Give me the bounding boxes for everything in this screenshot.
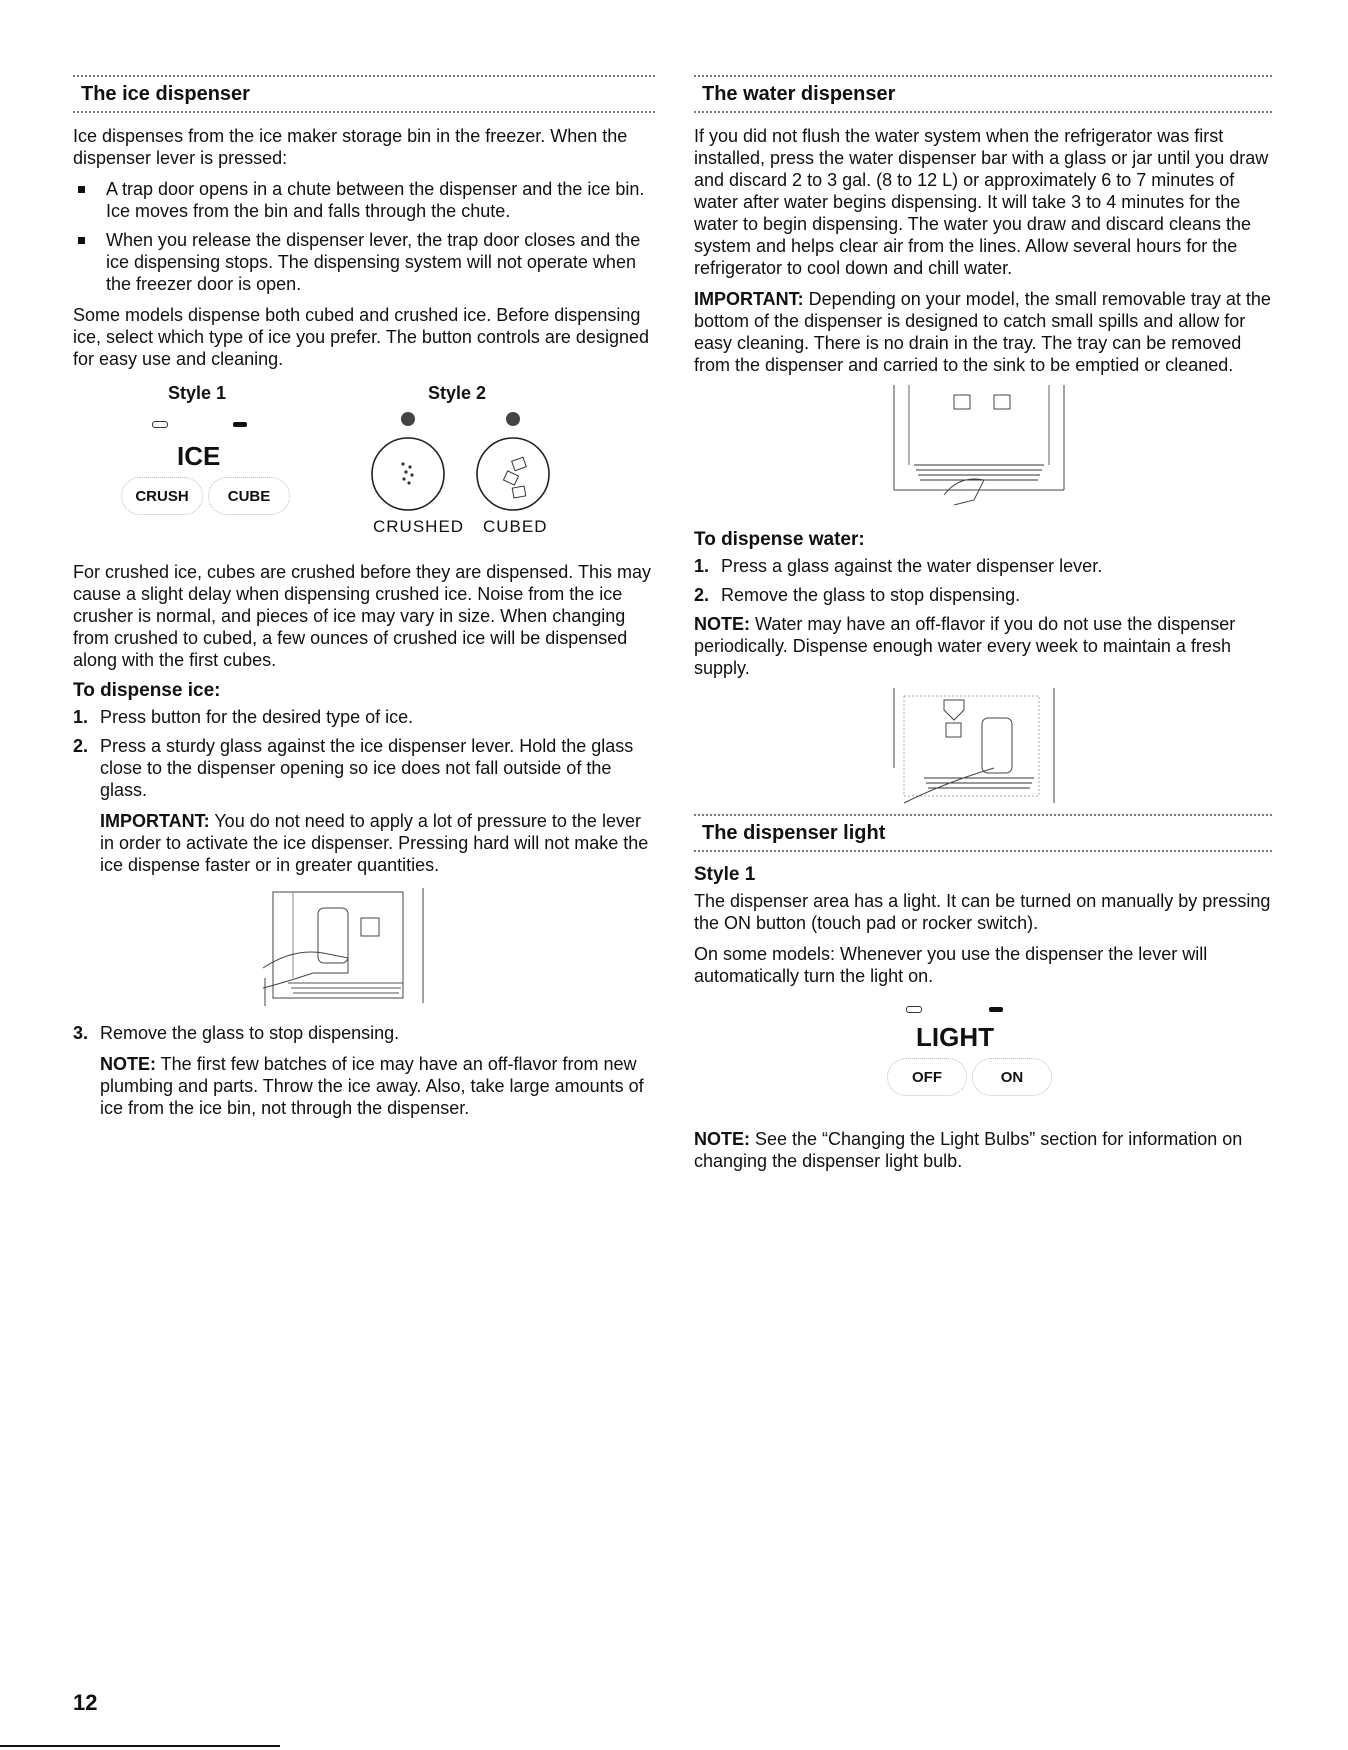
cube-label: CUBE: [227, 487, 271, 505]
ice-important-note: IMPORTANT: You do not need to apply a lot of pressure to the lever in order to activate the ice dispenser. Pressing hard will not make the ice dispense faster or in greater quantities.: [100, 811, 649, 875]
ice-label: ICE: [177, 441, 221, 471]
dispense-water-heading: To dispense water:: [694, 529, 865, 550]
list-item: When you release the dispenser lever, the trap door closes and the ice dispensing stops. The dispensing system will not operate when the freezer door is open.: [73, 229, 655, 295]
left-column: [73, 0, 655, 1126]
ice-flavor-note: NOTE: The first few batches of ice may have an off-flavor from new plumbing and parts. Throw the ice away. Also, take large amounts of ice from the ice bin, not through the dispenser.: [100, 1054, 644, 1118]
list-item: 1. Press button for the desired type of ice.: [73, 707, 414, 727]
tray-important-note: IMPORTANT: Depending on your model, the small removable tray at the bottom of the dispenser is designed to catch small spills and allow for easy cleaning. There is no drain in the tray. The tray can be removed from the dispenser and carried to the sink to be emptied or cleaned.: [694, 289, 1271, 375]
page-number: 12: [73, 1690, 98, 1715]
list-item: 3. Remove the glass to stop dispensing. NOTE: The first few batches of ice may have an off-flavor from new plumbing and parts. Throw the ice away. Also, take large amounts of ice from the ice bin, not through the dispenser.: [73, 1022, 655, 1119]
light-style1-heading: Style 1: [694, 864, 756, 885]
dispense-ice-steps: [73, 706, 655, 876]
ice-style-figure: [73, 379, 655, 549]
footer-rule: [0, 1745, 280, 1747]
light-on-button[interactable]: [972, 1058, 1052, 1096]
dispense-ice-heading: To dispense ice:: [73, 680, 221, 701]
light-label: LIGHT: [916, 1022, 994, 1052]
indicator-on-icon: [233, 422, 247, 427]
off-label: OFF: [912, 1068, 942, 1086]
crushed-label: CRUSHED: [373, 517, 465, 536]
list-item: 2. Press a sturdy glass against the ice dispenser lever. Hold the glass close to the dispenser opening so ice does not fall outside of the glass. IMPORTANT: You do not need to apply a lot of pressure to the lever in order to activate the ice dispenser. Pressing hard will not make the ice dispense faster or in greater quantities.: [73, 735, 655, 876]
dispenser-tray-illustration: [884, 385, 1084, 525]
ice-dispensing-illustration: [253, 888, 453, 1008]
indicator-on-icon: [989, 1007, 1003, 1012]
crushed-para: For crushed ice, cubes are crushed before they are dispensed. This may cause a slight delay when dispensing crushed ice. Noise from the ice crusher is normal, and pieces of ice may vary in size. When changing from crushed to cubed, a few ounces of crushed ice will be dispensed along with the first cubes.: [73, 562, 651, 670]
water-dispenser-title: The water dispenser: [702, 83, 896, 105]
crush-button[interactable]: [121, 477, 203, 515]
on-label: ON: [1000, 1068, 1024, 1086]
water-flavor-note: NOTE: Water may have an off-flavor if you do not use the dispenser periodically. Dispense enough water every week to maintain a fresh supply.: [694, 614, 1236, 678]
cubed-label: CUBED: [483, 517, 548, 536]
list-item: 2. Remove the glass to stop dispensing.: [694, 585, 1021, 605]
dispense-water-steps: [694, 555, 1272, 606]
light-para1: The dispenser area has a light. It can be turned on manually by pressing the ON button (touch pad or rocker switch).: [694, 891, 1271, 933]
dispenser-light-title: The dispenser light: [702, 822, 886, 844]
style2-label: Style 2: [428, 383, 487, 403]
cube-button[interactable]: [208, 477, 290, 515]
style1-label: Style 1: [168, 383, 227, 403]
flush-para: If you did not flush the water system when the refrigerator was first installed, press the water dispenser bar with a glass or jar until you draw and discard 2 to 3 gal. (8 to 12 L) or approximately 6 to 7 minutes of water after water begins dispensing. It will take 3 to 4 minutes for the water to begin dispensing. The water you draw and discard cleans the system and helps clear air from the lines. Allow several hours for the refrigerator to cool down and chill water.: [694, 126, 1269, 278]
light-control-figure: [694, 996, 1272, 1106]
light-bulb-note: NOTE: See the “Changing the Light Bulbs” section for information on changing the dispenser light bulb.: [694, 1129, 1243, 1171]
light-off-button[interactable]: [887, 1058, 967, 1096]
ice-dispenser-title: The ice dispenser: [81, 83, 250, 105]
list-item: A trap door opens in a chute between the dispenser and the ice bin. Ice moves from the bin and falls through the chute.: [73, 178, 655, 222]
water-dispensing-illustration: [884, 688, 1084, 808]
dispense-ice-steps-cont: [73, 1022, 655, 1119]
light-para2: On some models: Whenever you use the dispenser the lever will automatically turn the light on.: [694, 944, 1208, 986]
indicator-off-icon: [152, 421, 168, 428]
indicator-off-icon: [906, 1006, 922, 1013]
ice-bullet-list: [73, 178, 655, 295]
crush-label: CRUSH: [135, 487, 189, 505]
right-column: [694, 0, 1272, 1181]
ice-intro: Ice dispenses from the ice maker storage bin in the freezer. When the dispenser lever is pressed:: [73, 126, 628, 168]
ice-models-para: Some models dispense both cubed and crushed ice. Before dispensing ice, select which type of ice you prefer. The button controls are designed for easy use and cleaning.: [73, 305, 649, 369]
list-item: 1. Press a glass against the water dispenser lever.: [694, 556, 1103, 576]
